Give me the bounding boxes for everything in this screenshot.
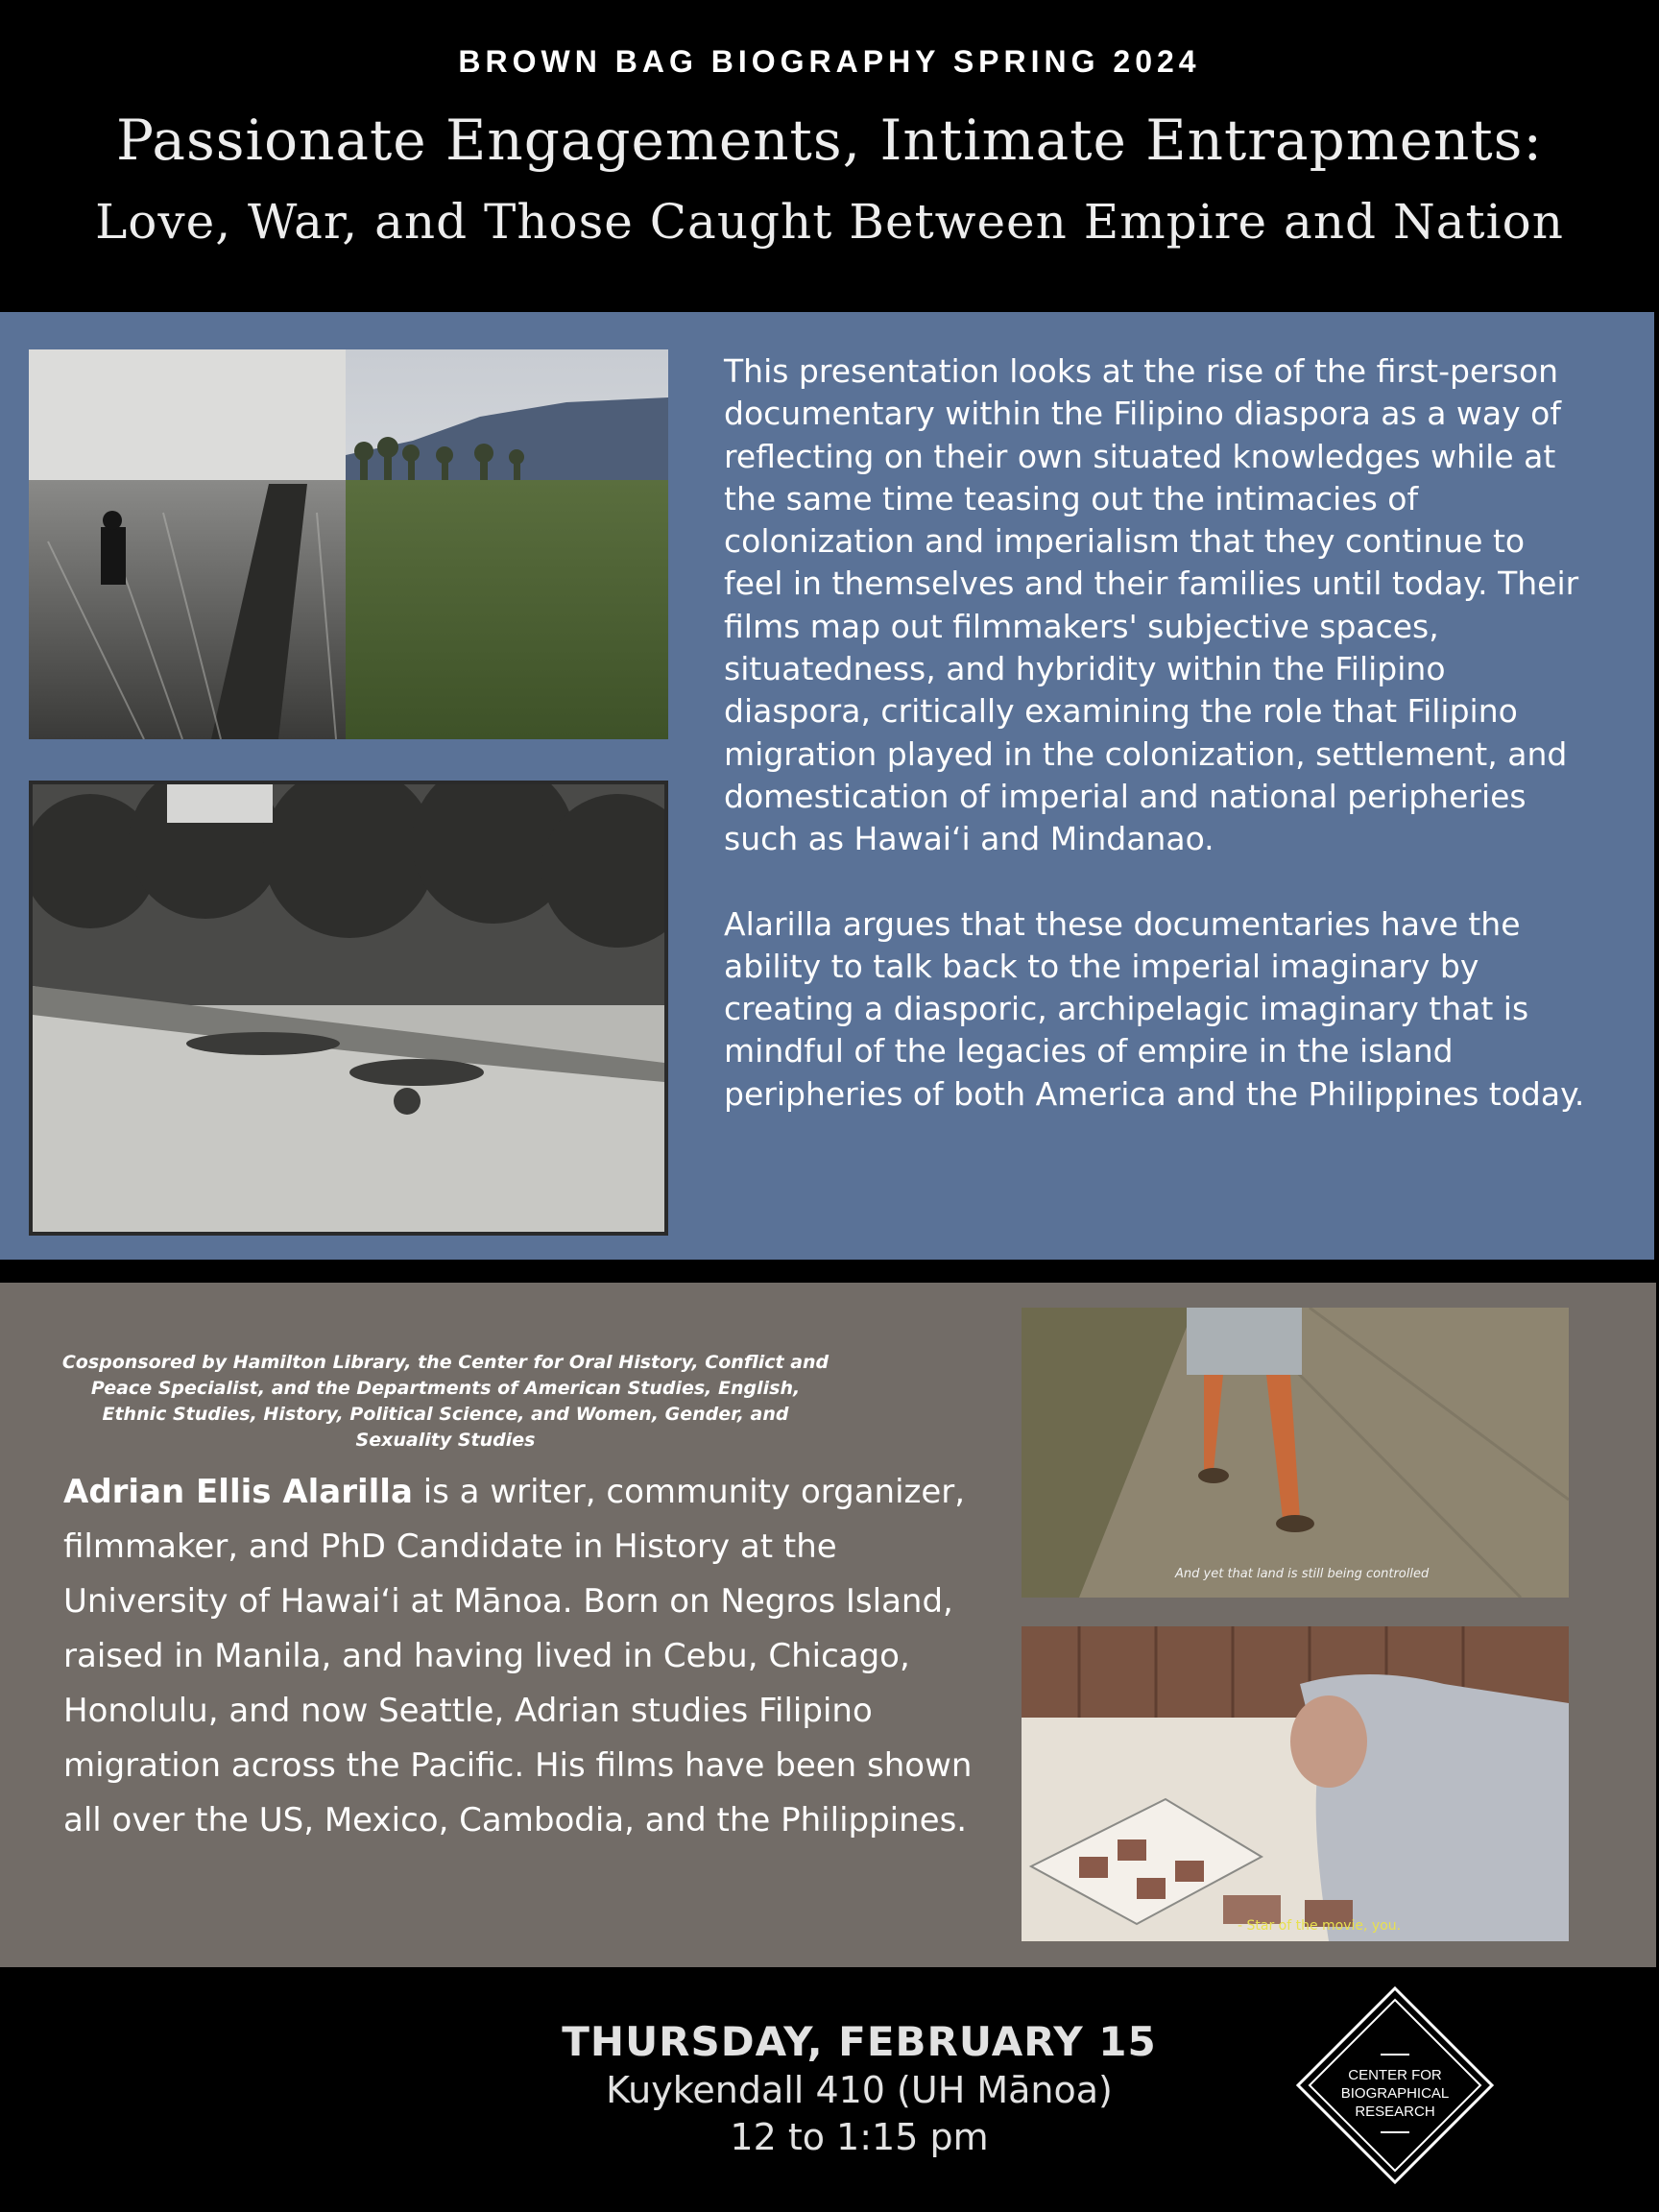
logo-line-1: CENTER FOR <box>1348 2067 1442 2083</box>
film-still-photo-album <box>1022 1626 1569 1941</box>
series-label: BROWN BAG BIOGRAPHY SPRING 2024 <box>458 44 1201 79</box>
event-date: THURSDAY, FEBRUARY 15 <box>562 2018 1157 2065</box>
pineapple-field-photo <box>29 349 668 739</box>
speaker-section <box>0 1283 1656 1967</box>
logo-line-2: BIOGRAPHICAL <box>1340 2085 1450 2102</box>
event-venue: Kuykendall 410 (UH Mānoa) <box>606 2069 1113 2111</box>
speaker-bio <box>63 1465 985 1848</box>
abstract-section <box>0 312 1654 1260</box>
title-line-1: Passionate Engagements, Intimate Entrapments: <box>116 108 1543 173</box>
logo-line-3: RESEARCH <box>1355 2104 1435 2120</box>
speaker-bio-text: is a writer, community organizer, filmmaker, and PhD Candidate in History at the University of Hawaiʻi at Mānoa. Born on Negros Island, raised in Manila, and having lived in Cebu, Chicago, Honolulu, and now Seattle, Adrian studies Filipino migration across the Pacific. His films have been shown all over the US, Mexico, Cambodia, and the Philippines. <box>63 1473 973 1839</box>
event-time: 12 to 1:15 pm <box>730 2116 989 2158</box>
title-line-2: Love, War, and Those Caught Between Empire and Nation <box>95 194 1564 250</box>
film-still-caption-2: - Star of the movie, you. <box>1238 1918 1402 1934</box>
roadside-archival-photo <box>29 781 668 1236</box>
abstract-text <box>724 350 1588 1158</box>
header <box>0 0 1659 309</box>
film-still-walking <box>1022 1308 1569 1598</box>
center-for-biographical-research-logo <box>1296 1986 1494 2184</box>
cosponsors-note: Cosponsored by Hamilton Library, the Center for Oral History, Conflict and Peace Specialist, and the Departments of American Studies, English, Ethnic Studies, History, Political Science, and Women, Gender, and Sexuality Studies <box>61 1352 830 1451</box>
abstract-paragraph-1: This presentation looks at the rise of the first-person documentary within the Filipino diaspora as a way of reflecting on their own situated knowledges while at the same time teasing out the intimacies of colonization and imperialism that they continue to feel in themselves and their families until today. Their films map out filmmakers' subjective spaces, situatedness, and hybridity within the Filipino diaspora, critically examining the role that Filipino migration played in the colonization, settlement, and domestication of imperial and national peripheries such as Hawaiʻi and Mindanao. <box>724 352 1579 858</box>
speaker-name: Adrian Ellis Alarilla <box>63 1473 413 1511</box>
film-still-caption-1: And yet that land is still being controlled <box>1175 1567 1430 1581</box>
abstract-paragraph-2: Alarilla argues that these documentaries have the ability to talk back to the imperial imaginary by creating a diasporic, archipelagic imaginary that is mindful of the legacies of empire in the island peripheries of both America and the Philippines today. <box>724 904 1585 1113</box>
event-details <box>0 1967 1659 2212</box>
